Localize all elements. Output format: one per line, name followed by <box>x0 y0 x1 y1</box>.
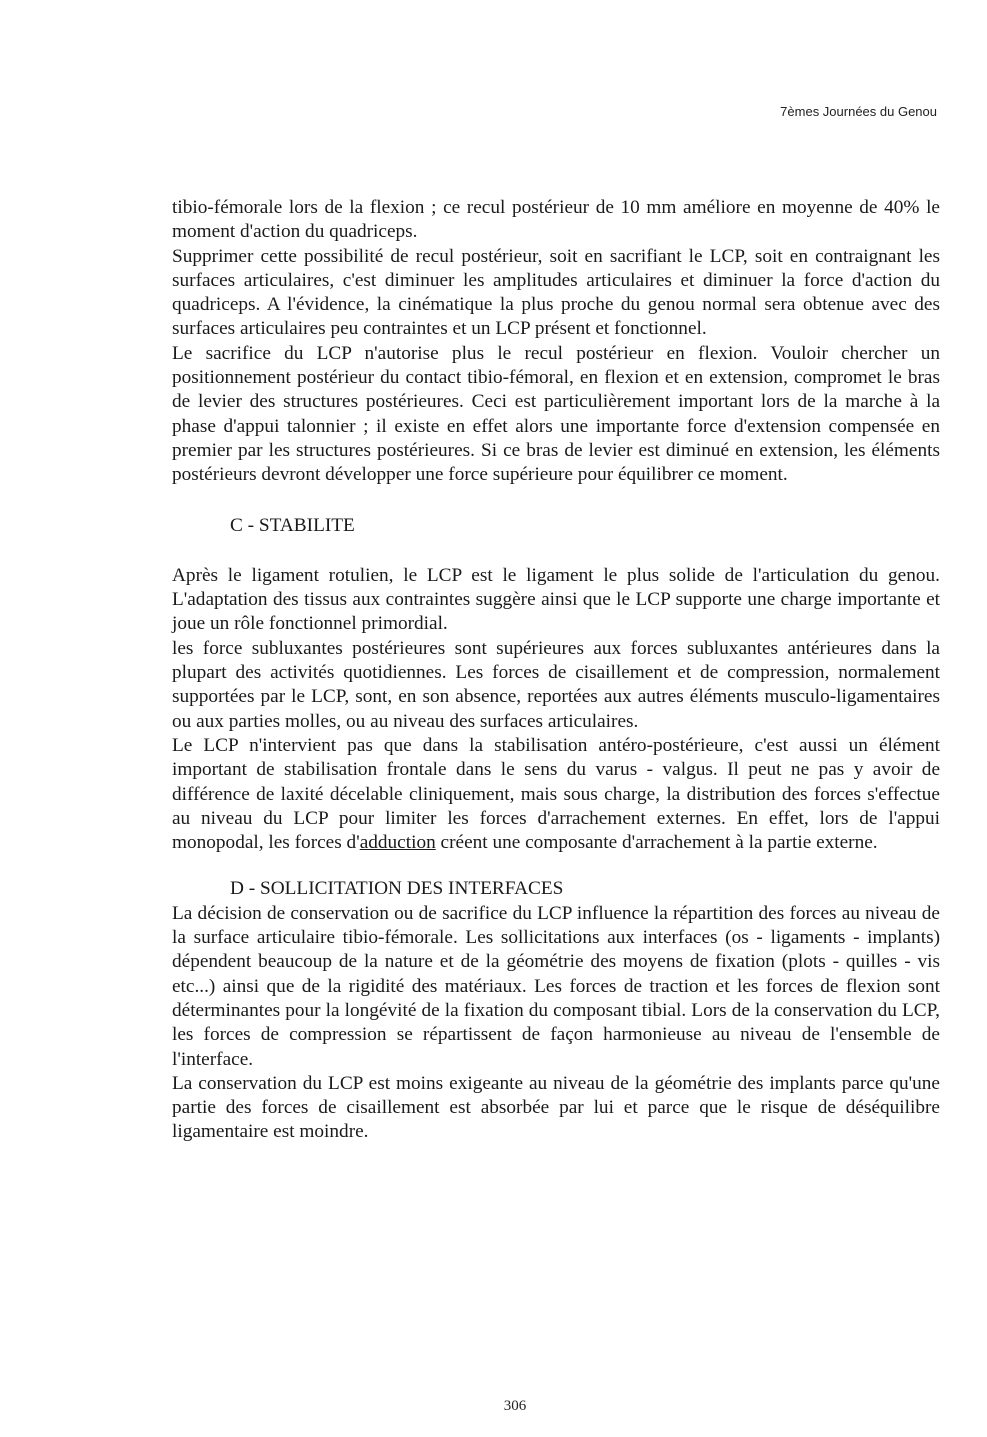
paragraph-d-2: La conservation du LCP est moins exigeante au niveau de la géométrie des implants parce qu'une partie des forces de cisaillement est absorbée par lui et parce que le risque de déséquilibre ligamentaire est moindre. <box>172 1072 940 1143</box>
underlined-term: adduction <box>359 832 436 854</box>
page-body <box>172 196 940 1145</box>
paragraph-c-3-text: Le LCP n'intervient pas que dans la stabilisation antéro-postérieure, c'est aussi un élément important de stabilisation frontale dans le sens du varus - valgus. Il peut ne pas y avoir de différence de laxité décelable cliniquement, mais sous charge, la distribution des forces s'effectue au niveau du LCP pour limiter les forces d'arrachement externes. En effet, lors de l'appui monopodal, les forces d' <box>172 734 940 854</box>
paragraph-c-1: Après le ligament rotulien, le LCP est le ligament le plus solide de l'articulation du genou. L'adaptation des tissus aux contraintes suggère ainsi que le LCP supporte une charge importante et joue un rôle fonctionnel primordial. <box>172 564 940 635</box>
paragraph-c-3 <box>172 734 940 855</box>
section-heading-sollicitation: D - SOLLICITATION DES INTERFACES <box>230 878 564 900</box>
page-number: 306 <box>503 1398 527 1414</box>
paragraph-b-2: Supprimer cette possibilité de recul postérieur, soit en sacrifiant le LCP, soit en contraignant les surfaces articulaires, c'est diminuer les amplitudes articulaires et diminuer la force d'action du quadriceps. A l'évidence, la cinématique la plus proche du genou normal sera obtenue avec des surfaces articulaires peu contraintes et un LCP présent et fonctionnel. <box>172 245 940 340</box>
paragraph-b-1: tibio-fémorale lors de la flexion ; ce recul postérieur de 10 mm améliore en moyenne de 40% le moment d'action du quadriceps. <box>172 197 940 243</box>
paragraph-c-2: les force subluxantes postérieures sont supérieures aux forces subluxantes antérieures dans la plupart des activités quotidiennes. Les forces de cisaillement et de compression, normalement supportées par le LCP, sont, en son absence, reportées aux autres éléments musculo-ligamentaires ou aux parties molles, ou au niveau des surfaces articulaires. <box>172 637 940 732</box>
section-heading-stabilite: C - STABILITE <box>230 514 355 536</box>
paragraph-d-1: La décision de conservation ou de sacrifice du LCP influence la répartition des forces au niveau de la surface articulaire tibio-fémorale. Les sollicitations aux interfaces (os - ligaments - implants) dépendent beaucoup de la nature et de la géométrie des moyens de fixation (plots - quilles - vis etc...) ainsi que de la rigidité des matériaux. Les forces de traction et les forces de flexion sont déterminantes pour la longévité de la fixation du composant tibial. Lors de la conservation du LCP, les forces de compression se répartissent de façon harmonieuse au niveau de l'ensemble de l'interface. <box>172 902 940 1070</box>
paragraph-b-3: Le sacrifice du LCP n'autorise plus le recul postérieur en flexion. Vouloir chercher un positionnement postérieur du contact tibio-fémoral, en flexion et en extension, compromet le bras de levier des structures postérieures. Ceci est particulièrement important lors de la marche à la phase d'appui talonnier ; il existe en effet alors une importante force d'extension compensée en premier par les structures postérieures. Si ce bras de levier est diminué en extension, les éléments postérieurs devront développer une force supérieure pour équilibrer ce moment. <box>172 342 940 486</box>
running-header: 7èmes Journées du Genou <box>780 104 937 119</box>
paragraph-c-3-end: créent une composante d'arrachement à la partie externe. <box>435 832 878 854</box>
